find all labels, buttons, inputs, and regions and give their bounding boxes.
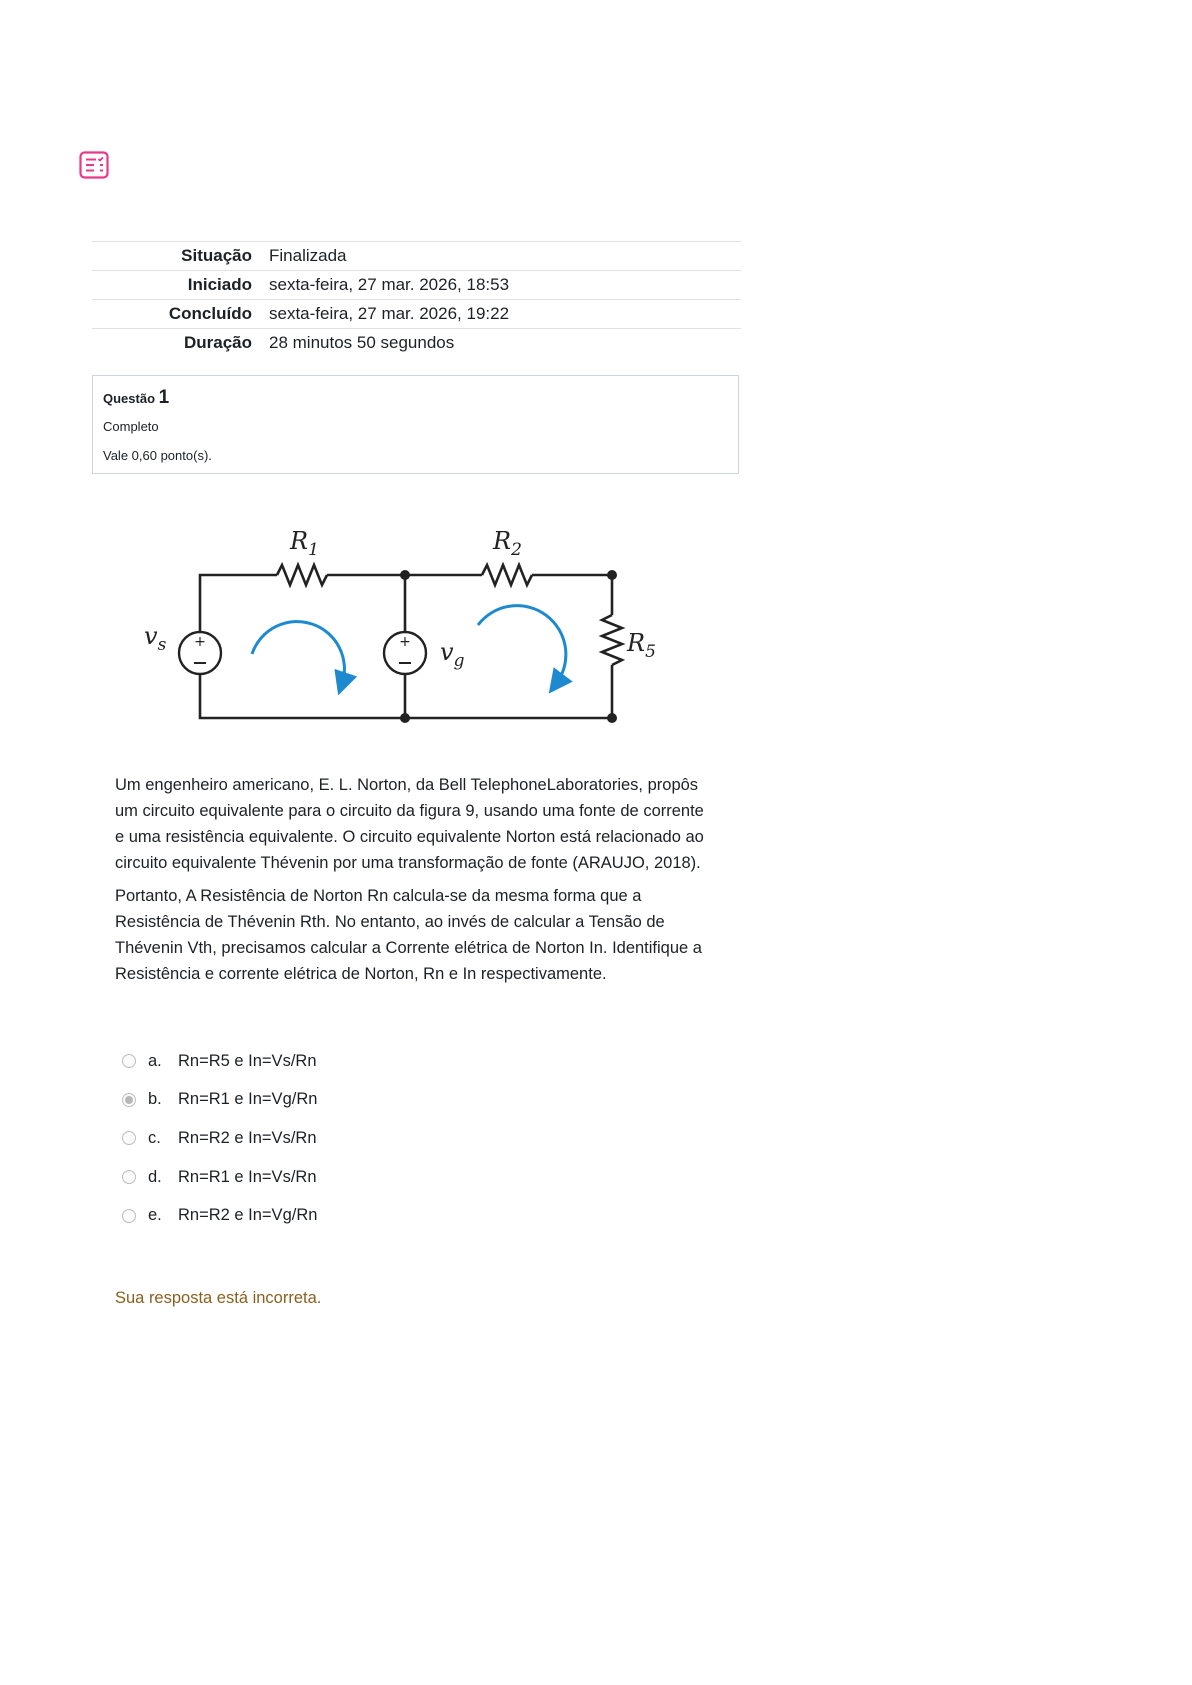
summary-label: Situação <box>181 246 252 265</box>
summary-row-duracao <box>92 329 741 358</box>
summary-label: Duração <box>183 333 252 353</box>
answer-option-c[interactable] <box>122 1119 622 1158</box>
answer-text: Rn=R2 e In=Vs/Rn <box>178 1128 317 1147</box>
mesh-arrow-right <box>478 606 566 684</box>
answer-letter: e. <box>148 1206 162 1225</box>
label-vs: $v_s$ <box>144 622 167 655</box>
question-label: Questão <box>103 391 156 406</box>
radio-button[interactable] <box>122 1209 136 1223</box>
radio-button[interactable] <box>122 1131 136 1145</box>
label-r1: $R_1$ <box>290 527 319 560</box>
circuit-diagram <box>130 520 670 735</box>
answer-letter: b. <box>148 1090 162 1109</box>
node-top-middle <box>400 570 410 580</box>
radio-button[interactable] <box>122 1170 136 1184</box>
question-info-box <box>92 375 739 474</box>
label-r2: $R_2$ <box>493 527 522 560</box>
answer-letter: d. <box>148 1167 162 1186</box>
question-text <box>115 772 715 994</box>
quiz-summary-table <box>92 241 741 358</box>
svg-text:+: + <box>399 634 411 650</box>
summary-label: Iniciado <box>187 275 252 294</box>
answer-letter: a. <box>148 1051 162 1070</box>
radio-button-selected[interactable] <box>122 1093 136 1107</box>
answer-feedback: Sua resposta está incorreta. <box>115 1289 322 1307</box>
summary-value: 28 minutos 50 segundos <box>269 333 455 353</box>
answer-option-e[interactable] <box>122 1196 622 1235</box>
summary-label: Concluído <box>168 304 252 323</box>
summary-row-concluido <box>92 300 741 329</box>
quiz-list-icon <box>79 151 109 179</box>
radio-button[interactable] <box>122 1054 136 1068</box>
resistor-r2 <box>482 565 532 585</box>
svg-text:+: + <box>194 634 206 650</box>
answer-text: Rn=R1 e In=Vg/Rn <box>178 1090 318 1109</box>
answer-text: Rn=R5 e In=Vs/Rn <box>178 1051 317 1070</box>
question-state: Completo <box>103 419 159 434</box>
summary-value: Finalizada <box>269 246 347 265</box>
answer-list <box>122 1042 622 1235</box>
question-paragraph: Portanto, A Resistência de Norton Rn calcula-se da mesma forma que a Resistência de Thévenin Rth. No entanto, ao invés de calcular a Tensão de Thévenin Vth, precisamos calcular a Corrente elétrica de Norton In. Identifique a Resistência e corrente elétrica de Norton, Rn e In respectivamente. <box>115 887 702 983</box>
question-number: 1 <box>158 387 170 408</box>
answer-option-d[interactable] <box>122 1158 622 1197</box>
answer-option-a[interactable] <box>122 1042 622 1081</box>
answer-text: Rn=R2 e In=Vg/Rn <box>178 1206 318 1225</box>
label-vg: $v_g$ <box>440 638 465 671</box>
resistor-r5 <box>602 615 622 665</box>
node-bottom-right <box>607 713 617 723</box>
summary-value: sexta-feira, 27 mar. 2026, 18:53 <box>269 275 510 294</box>
summary-value: sexta-feira, 27 mar. 2026, 19:22 <box>269 304 510 323</box>
voltage-source-vg <box>384 632 426 674</box>
node-bottom-middle <box>400 713 410 723</box>
label-r5: $R_5$ <box>627 629 656 662</box>
summary-row-iniciado <box>92 271 741 300</box>
resistor-r1 <box>277 565 327 585</box>
question-title <box>103 387 728 409</box>
answer-option-b[interactable] <box>122 1081 622 1120</box>
answer-text: Rn=R1 e In=Vs/Rn <box>178 1167 317 1186</box>
question-paragraph: Um engenheiro americano, E. L. Norton, da Bell TelephoneLaboratories, propôs um circuito equivalente para o circuito da figura 9, usando uma fonte de corrente e uma resistência equivalente. O circuito equivalente Norton está relacionado ao circuito equivalente Thévenin por uma transformação de fonte (ARAUJO, 2018). <box>115 776 704 872</box>
voltage-source-vs <box>179 632 221 674</box>
answer-letter: c. <box>148 1128 161 1147</box>
mesh-arrow-left <box>252 622 344 684</box>
summary-row-situacao <box>92 242 741 271</box>
node-top-right <box>607 570 617 580</box>
question-grade: Vale 0,60 ponto(s). <box>103 448 212 463</box>
